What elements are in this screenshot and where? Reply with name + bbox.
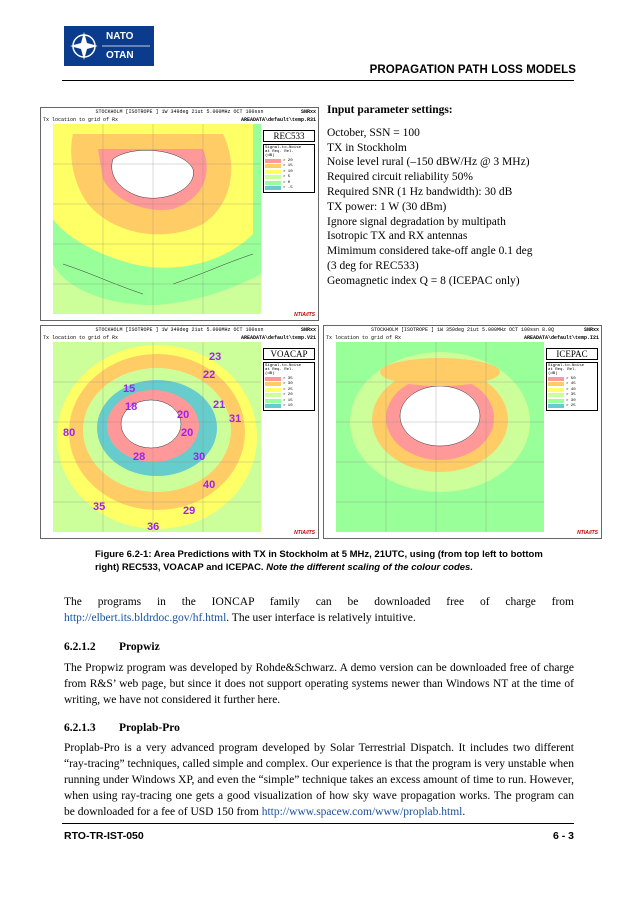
map-snr-label: SNRxx <box>583 327 599 333</box>
map-location: Tx location to grid of Rx <box>326 335 402 341</box>
parameter-line: Geomagnetic index Q = 8 (ICEPAC only) <box>327 274 520 287</box>
footer-doc-id: RTO-TR-IST-050 <box>64 830 144 842</box>
legend-swatch <box>548 393 564 397</box>
logo-otan-text: OTAN <box>106 50 134 61</box>
legend-value: > 20 <box>283 393 293 398</box>
map-title: STOCKHOLM [ISOTROPE ] 1W 349deg 21ut 5.000MHz OCT 100ssn <box>95 109 264 115</box>
legend-value: > 30 <box>283 382 293 387</box>
page-header-title: PROPAGATION PATH LOSS MODELS <box>369 64 576 76</box>
ntia-label: NTIA/ITS <box>294 312 315 318</box>
legend-swatch <box>265 393 281 397</box>
caption-main: Figure 6.2-1: Area Predictions with TX in Stockholm at 5 MHz, 21UTC, using (from top left to bottom right) REC533, VOACAP and ICEPAC. <box>95 549 543 573</box>
map-location: Tx location to grid of Rx <box>43 117 119 123</box>
logo-nato-text: NATO <box>106 31 134 42</box>
section-title: Proplab-Pro <box>119 722 180 734</box>
ioncap-download-link[interactable]: http://elbert.its.bldrdoc.gov/hf.html <box>64 612 227 624</box>
nato-otan-logo <box>64 26 154 66</box>
contour-label: 31 <box>229 413 242 425</box>
contour-label: 15 <box>123 383 136 395</box>
legend-value: > -5 <box>283 186 293 191</box>
legend-heading: (dB) <box>265 372 275 376</box>
contour-label: 28 <box>133 451 146 463</box>
legend-value: > 30 <box>566 398 576 403</box>
legend-value: > 25 <box>566 404 576 409</box>
legend-heading: Signal-to-Noise <box>265 146 302 150</box>
contour-plot <box>53 342 261 532</box>
section-title: Propwiz <box>119 641 160 653</box>
legend-swatch <box>265 170 281 174</box>
legend-row <box>548 404 596 410</box>
legend-swatch <box>265 181 281 185</box>
legend-value: > 20 <box>283 158 293 163</box>
contour-label: 35 <box>93 501 106 513</box>
parameter-line: October, SSN = 100 <box>327 126 420 139</box>
legend-value: > 45 <box>566 382 576 387</box>
parameter-line: TX power: 1 W (30 dBm) <box>327 200 447 213</box>
footer-page-number: 6 - 3 <box>552 830 574 842</box>
contour-label: 40 <box>203 479 216 491</box>
parameters-heading: Input parameter settings: <box>327 104 453 116</box>
area-prediction-map-icepac <box>323 325 602 539</box>
figure-caption <box>95 548 555 574</box>
legend-heading: at Req. Rel. <box>265 368 294 372</box>
parameter-line: Required SNR (1 Hz bandwidth): 30 dB <box>327 185 513 198</box>
legend-row <box>265 186 313 192</box>
contour-label: 20 <box>181 427 194 439</box>
contour-plot <box>53 124 261 314</box>
footer-rule <box>62 823 574 824</box>
paragraph-text: . <box>462 806 466 818</box>
legend-value: > 10 <box>283 404 293 409</box>
section-heading-propwiz <box>64 641 160 653</box>
area-prediction-map-voacap <box>40 325 319 539</box>
contour-label: 80 <box>63 427 76 439</box>
legend-swatch <box>265 382 281 386</box>
map-location: Tx location to grid of Rx <box>43 335 119 341</box>
contour-label: 29 <box>183 505 196 517</box>
caption-note: Note the different scaling of the colour codes. <box>266 562 473 573</box>
legend-value: > 10 <box>283 169 293 174</box>
legend-value: > 35 <box>283 376 293 381</box>
legend-value: > 5 <box>283 175 291 180</box>
ntia-label: NTIA/ITS <box>577 530 598 536</box>
paragraph-ioncap <box>64 594 574 626</box>
legend-heading: Signal-to-Noise <box>548 364 585 368</box>
input-parameters <box>327 103 577 289</box>
map-file: AREADATA\default\temp.I21 <box>523 335 599 341</box>
contour-label: 22 <box>203 369 216 381</box>
legend-value: > 15 <box>283 398 293 403</box>
map-legend <box>546 348 598 411</box>
legend-heading: at Req. Rel. <box>548 368 577 372</box>
paragraph-proplab <box>64 740 574 820</box>
map-legend <box>263 130 315 193</box>
section-number: 6.2.1.3 <box>64 722 96 734</box>
section-heading-proplab <box>64 722 180 734</box>
legend-swatch <box>265 404 281 408</box>
legend-swatch <box>265 164 281 168</box>
map-file: AREADATA\default\temp.V21 <box>240 335 316 341</box>
map-snr-label: SNRxx <box>300 327 316 333</box>
section-number: 6.2.1.2 <box>64 641 96 653</box>
legend-value: > 0 <box>283 180 291 185</box>
proplab-download-link[interactable]: http://www.spacew.com/www/proplab.html <box>261 806 463 818</box>
legend-swatch <box>548 382 564 386</box>
paragraph-text: . The user interface is relatively intuitive. <box>226 612 416 624</box>
legend-value: > 35 <box>566 393 576 398</box>
map-snr-label: SNRxx <box>300 109 316 115</box>
legend-swatch <box>548 377 564 381</box>
map-file: AREADATA\default\temp.R31 <box>240 117 316 123</box>
paragraph-text: Proplab-Pro is a very advanced program developed by Solar Terrestrial Dispatch. It includes two different “ray-tracing” techniques, called simple and complex. Our experience is that the program is very unstable when running under Windows XP, and even the “simple” technique takes an excess amount of time to run. However, when using ray-tracing one gets a good visualization of how sky wave propagation works. The program can be downloaded for a fee of USD 150 from <box>64 742 574 818</box>
contour-label: 36 <box>147 521 160 532</box>
legend-heading: (dB) <box>265 154 275 158</box>
legend-swatch <box>265 377 281 381</box>
legend-heading: Signal-to-Noise <box>265 364 302 368</box>
contour-label: 21 <box>213 399 226 411</box>
legend-swatch <box>265 175 281 179</box>
parameter-line: Required circuit reliability 50% <box>327 171 473 184</box>
paragraph-propwiz: The Propwiz program was developed by Rohde&Schwarz. A demo version can be downloaded free of charge from R&S’ web page, but since it does not support operating systems newer than Windows NT at the time of writing, we have not considered it further here. <box>64 662 574 706</box>
model-name-label: REC533 <box>263 130 315 142</box>
legend-swatch <box>548 404 564 408</box>
legend-swatch <box>265 159 281 163</box>
paragraph-text: The programs in the IONCAP family can be downloaded free of charge from <box>64 596 574 608</box>
parameter-line: TX in Stockholm <box>327 141 407 154</box>
parameter-line: Isotropic TX and RX antennas <box>327 230 468 243</box>
legend-value: > 40 <box>566 387 576 392</box>
legend-heading: at Req. Rel. <box>265 150 294 154</box>
model-name-label: VOACAP <box>263 348 315 360</box>
legend-swatch <box>548 399 564 403</box>
area-prediction-map-rec533 <box>40 107 319 321</box>
map-title: STOCKHOLM [ISOTROPE ] 1W 349deg 21ut 5.000MHz OCT 100ssn <box>95 327 264 333</box>
ntia-label: NTIA/ITS <box>294 530 315 536</box>
parameter-line: (3 deg for REC533) <box>327 259 419 272</box>
legend-swatch <box>265 388 281 392</box>
legend-value: > 50 <box>566 376 576 381</box>
legend-swatch <box>265 186 281 190</box>
legend-heading: (dB) <box>548 372 558 376</box>
contour-label: 20 <box>177 409 190 421</box>
contour-label: 18 <box>125 401 138 413</box>
map-title: STOCKHOLM [ISOTROPE ] 1W 350deg 21ut 5.000MHz OCT 100ssn 8.0Q <box>370 327 555 333</box>
contour-plot <box>336 342 544 532</box>
legend-swatch <box>548 388 564 392</box>
map-legend <box>263 348 315 411</box>
legend-value: > 25 <box>283 387 293 392</box>
legend-swatch <box>265 399 281 403</box>
contour-label: 23 <box>209 351 222 363</box>
header-rule <box>62 80 574 81</box>
legend-row <box>265 404 313 410</box>
parameter-line: Ignore signal degradation by multipath <box>327 215 506 228</box>
contour-label: 30 <box>193 451 206 463</box>
parameter-line: Noise level rural (–150 dBW/Hz @ 3 MHz) <box>327 156 530 169</box>
legend-value: > 15 <box>283 164 293 169</box>
parameter-line: Mimimum considered take-off angle 0.1 deg <box>327 245 533 258</box>
model-name-label: ICEPAC <box>546 348 598 360</box>
